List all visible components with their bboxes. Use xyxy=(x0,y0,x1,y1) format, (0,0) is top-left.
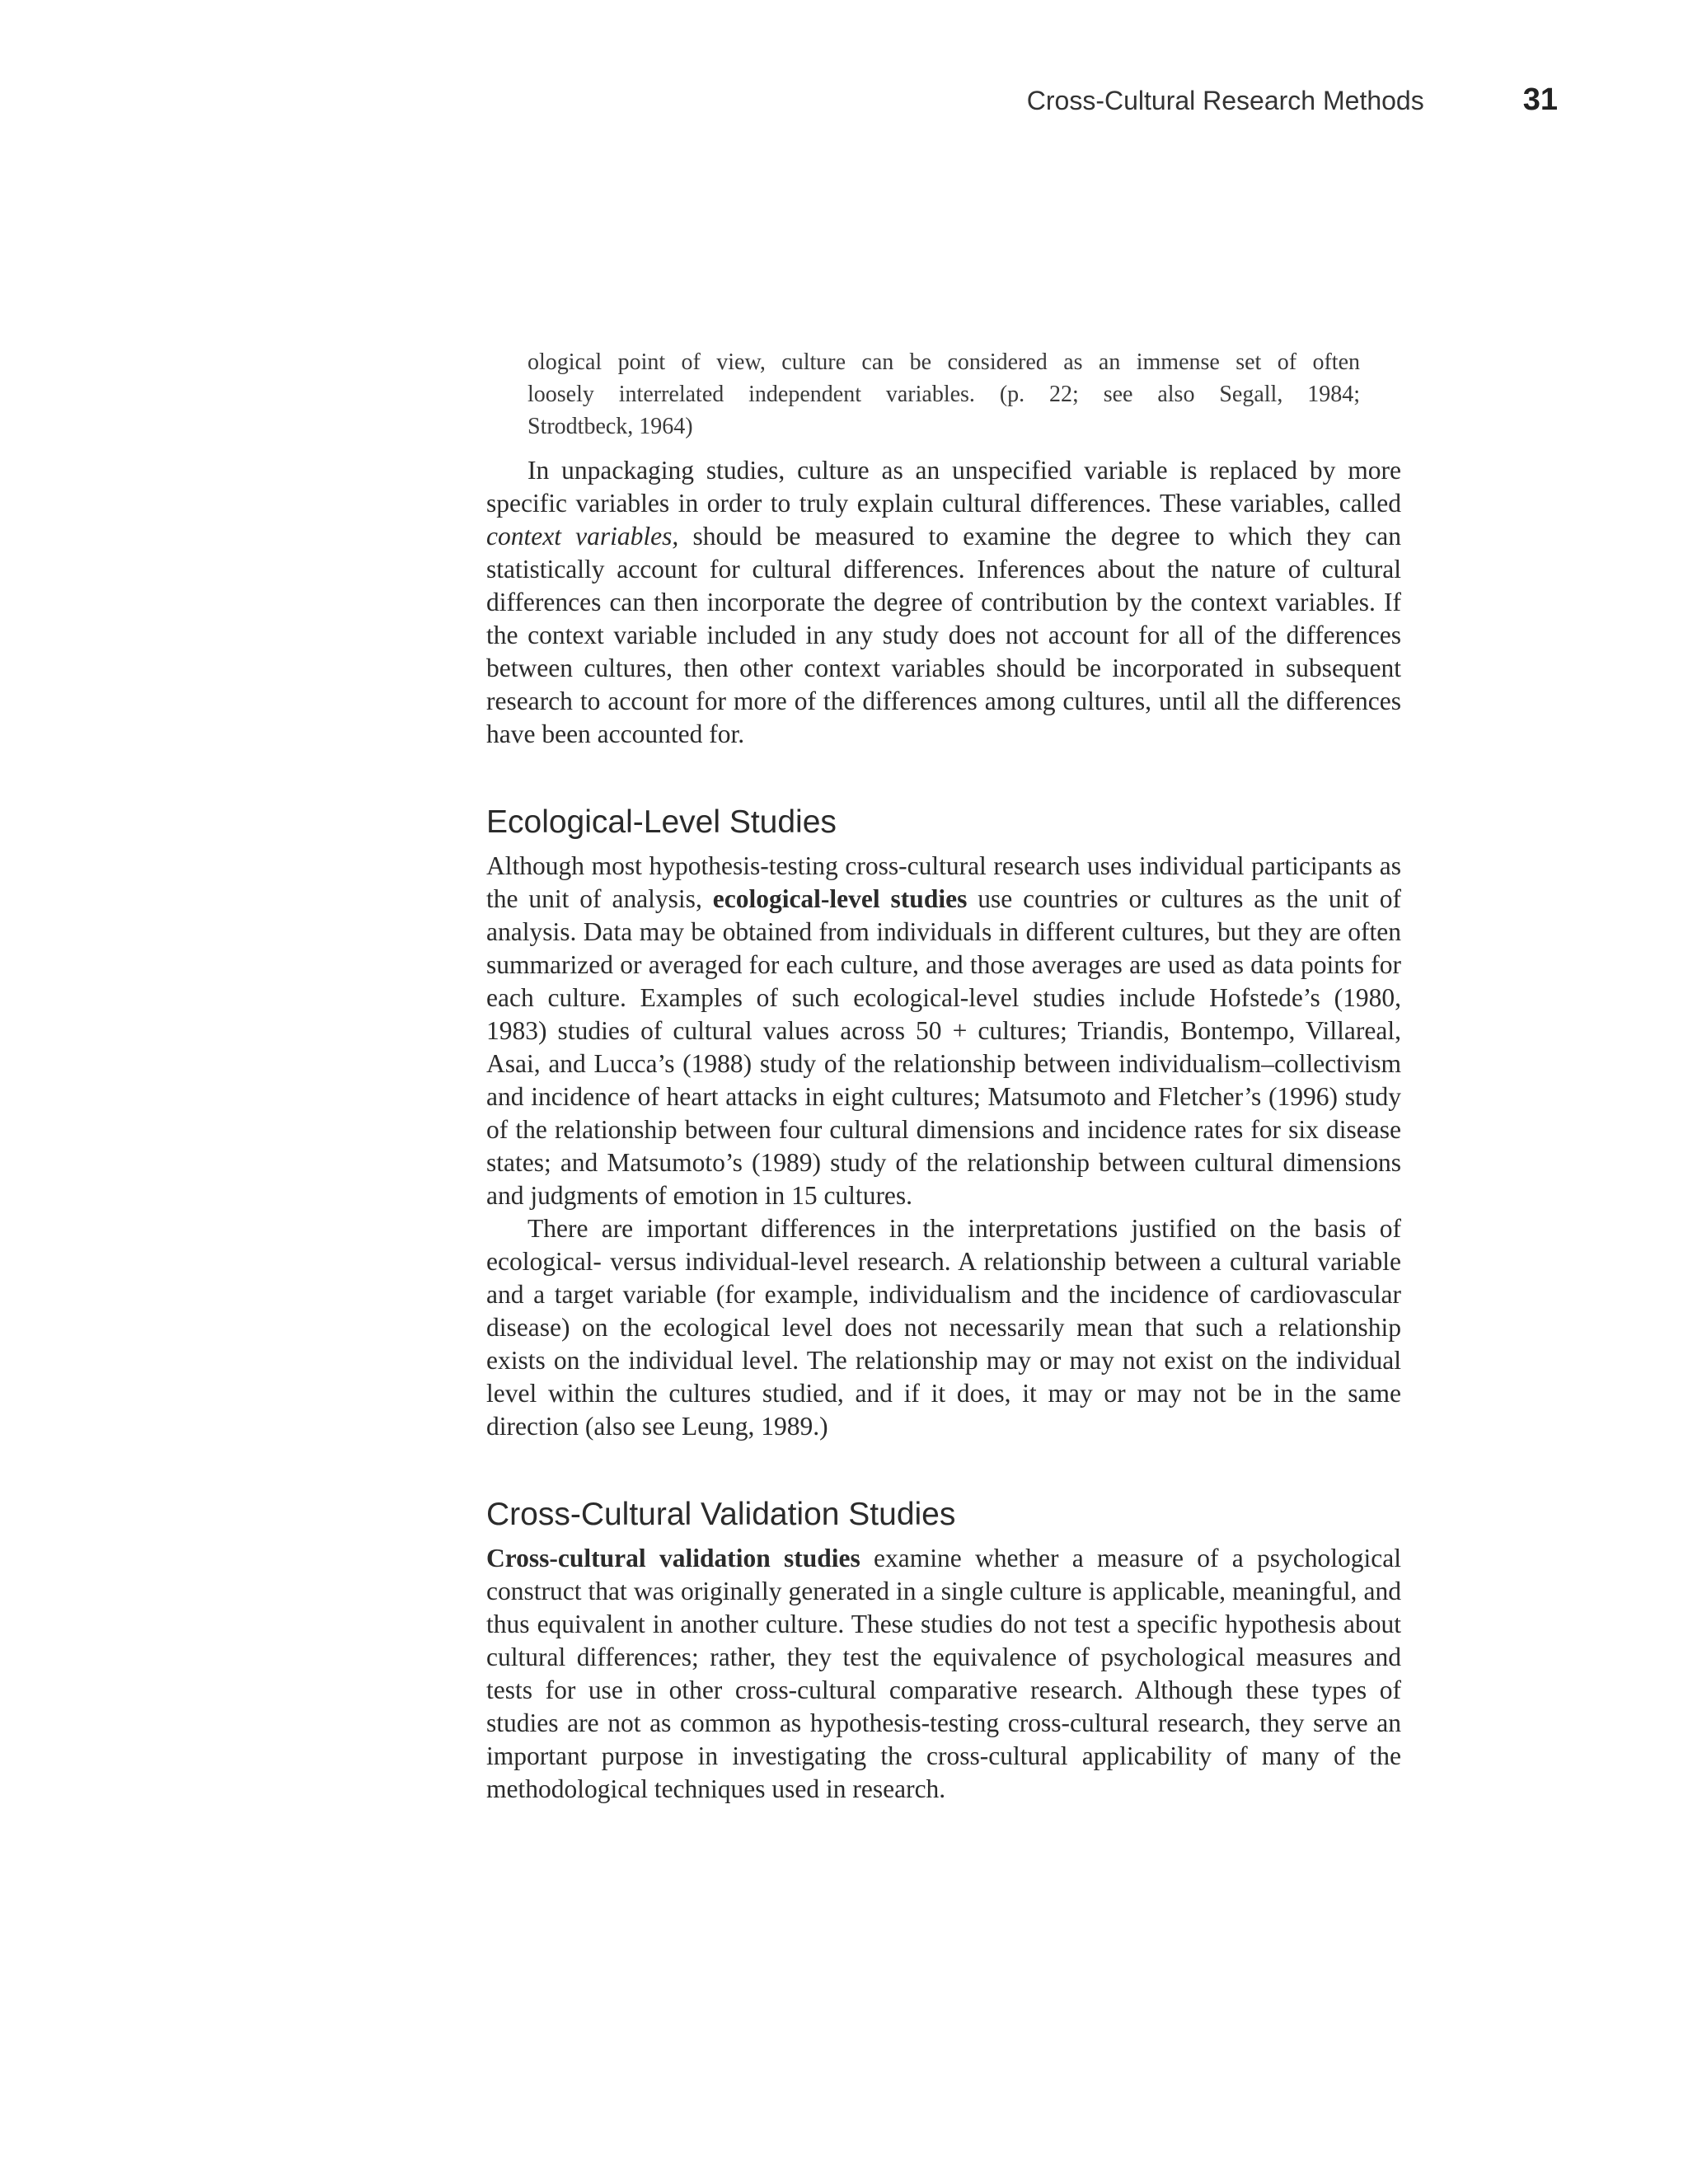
page-number: 31 xyxy=(1522,82,1558,117)
block-quote-line: loosely interrelated independent variables. (p. 22; see also Segall, 1984; xyxy=(528,382,1360,407)
paragraph-ecological-2: There are important differences in the interpretations justified on the basis of ecological- versus individual-level research. A relationship between a cultural variable and a target variable (for example, individualism and the incidence of cardiovascular disease) on the ecological level does not necessarily mean that such a relationship exists on the individual level. The relationship may or may not exist on the individual level within the cultures studied, and if it does, it may or may not be in the same direction (also see Leung, 1989.) xyxy=(486,1214,1401,1441)
term-cross-cultural-validation-studies: Cross-cultural validation studies xyxy=(486,1544,860,1572)
text-run: In unpackaging studies, culture as an unspecified variable is replaced by more specific variables in order to truly explain cultural differences. These variables, called xyxy=(486,456,1401,518)
text-run: use countries or cultures as the unit of analysis. Data may be obtained from individuals in different cultures, but they are often summarized or averaged for each culture, and those averages are used as data points for each culture. Examples of such ecological-level studies include Hofstede’s (1980, 1983) studies of cultural values across 50 + cultures; Triandis, Bontempo, Villareal, Asai, and Lucca’s (1988) study of the relationship between individualism–collectivism and incidence of heart attacks in eight cultures; Matsumoto and Fletcher’s (1996) study of the relationship between four cultural dimensions and incidence rates for six disease states; and Matsumoto’s (1989) study of the relationship between cultural dimensions and judgments of emotion in 15 cultures. xyxy=(486,884,1401,1210)
running-head-title: Cross-Cultural Research Methods xyxy=(1026,86,1424,115)
text-run: examine whether a measure of a psychological construct that was originally generated in a single culture is applicable, meaningful, and thus equivalent in another culture. These studies do not test a specific hypothesis about cultural differences; rather, they test the equivalence of psychological measures and tests for use in other cross-cultural comparative research. Although these types of studies are not as common as hypothesis-testing cross-cultural research, they serve an important purpose in investigating the cross-cultural applicability of many of the methodological techniques used in research. xyxy=(486,1544,1401,1803)
block-quote xyxy=(528,346,1360,443)
paragraph-unpackaging xyxy=(486,454,1401,751)
heading-ecological-level-studies: Ecological-Level Studies xyxy=(486,804,837,840)
page-content xyxy=(486,346,1401,1806)
term-context-variables: context variables, xyxy=(486,522,679,551)
paragraph-validation xyxy=(486,1542,1401,1806)
heading-cross-cultural-validation-studies: Cross-Cultural Validation Studies xyxy=(486,1497,956,1532)
term-ecological-level-studies: ecological-level studies xyxy=(712,884,968,913)
paragraph-ecological-1 xyxy=(486,850,1401,1212)
running-head xyxy=(907,82,1558,132)
text-run: should be measured to examine the degree to which they can statistically account for cultural differences. Inferences about the nature of cultural differences can then incorporate the degree of contribution by the context variables. If the context variable included in any study does not account for all of the differences between cultures, then other context variables should be incorporated in subsequent research to account for more of the differences among cultures, until all the differences have been accounted for. xyxy=(486,522,1401,748)
text-run: Although most hypothesis-testing cross-cultural research uses individual participants as the unit of analysis, xyxy=(486,851,1401,913)
block-quote-line: Strodtbeck, 1964) xyxy=(528,414,693,439)
block-quote-line: ological point of view, culture can be considered as an immense set of often xyxy=(528,349,1360,375)
